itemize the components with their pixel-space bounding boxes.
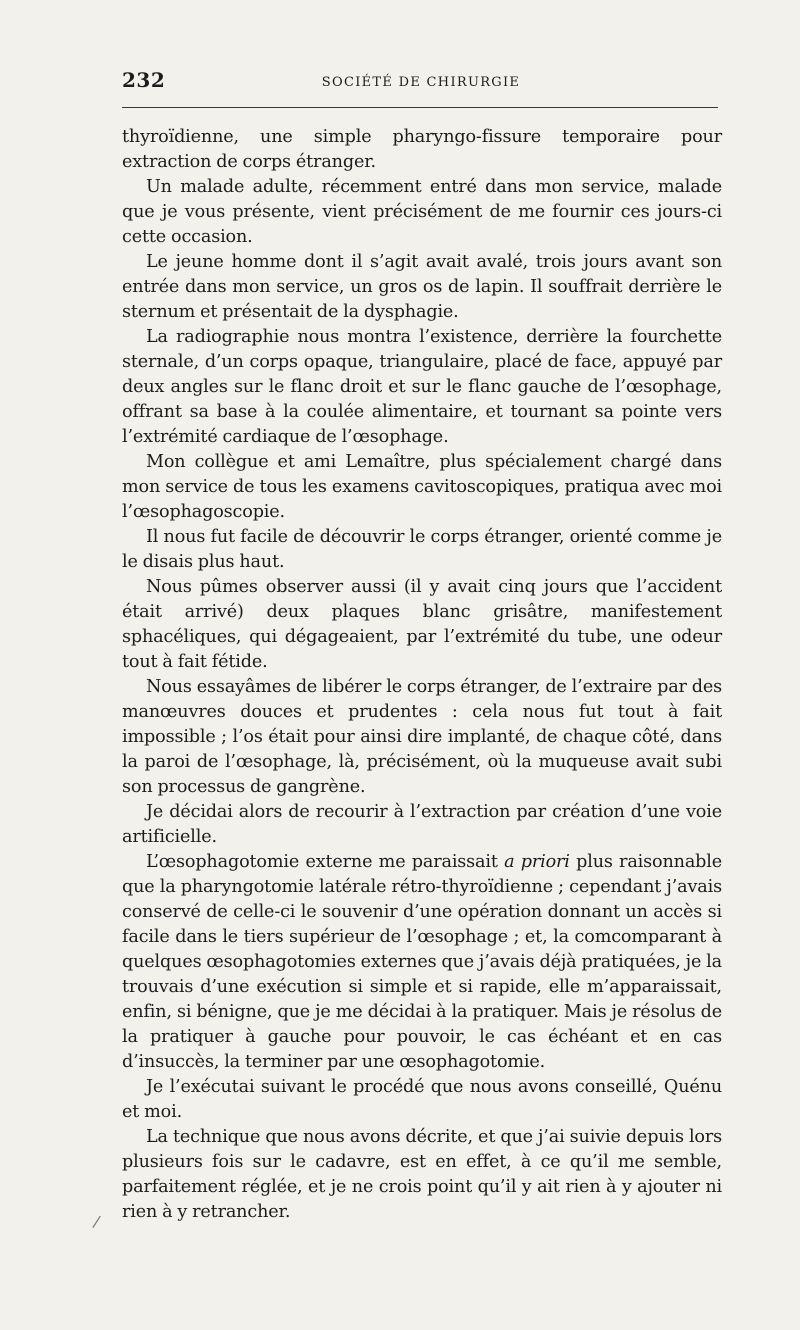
paragraph: Je l’exécutai suivant le procédé que nous avons conseillé, Quénu et moi. — [122, 1077, 722, 1122]
page-number: 232 — [122, 68, 166, 92]
paragraph: Un malade adulte, récemment entré dans mon service, malade que je vous présente, vient précisément de me fournir ces jours-ci cette occasion. — [122, 177, 722, 247]
paragraph: Je décidai alors de recourir à l’extraction par création d’une voie artificielle. — [122, 802, 722, 847]
paragraph: Nous pûmes observer aussi (il y avait cinq jours que l’accident était arrivé) deux plaques blanc grisâtre, manifestement sphacéliques, qui dégageaient, par l’extrémité du tube, une odeur tout à fait fétide. — [122, 577, 722, 672]
paragraph: Nous essayâmes de libérer le corps étranger, de l’extraire par des manœuvres douces et prudentes : cela nous fut tout à fait impossible ; l’os était pour ainsi dire implanté, de chaque côté, dans la paroi de l’œsophage, là, précisément, où la muqueuse avait subi son processus de gangrène. — [122, 677, 722, 797]
running-head — [122, 68, 720, 98]
paragraph-with-italic — [122, 850, 722, 1075]
running-title: SOCIÉTÉ DE CHIRURGIE — [321, 75, 521, 90]
paragraph: Le jeune homme dont il s’agit avait avalé, trois jours avant son entrée dans mon service, un gros os de lapin. Il souffrait derrière le sternum et présentait de la dysphagie. — [122, 252, 722, 322]
body-text — [122, 125, 722, 1225]
margin-pencil-mark: / — [91, 1211, 102, 1232]
paragraph: thyroïdienne, une simple pharyngo-fissure temporaire pour extraction de corps étranger. — [122, 127, 722, 172]
italic-phrase: a priori — [504, 852, 570, 872]
paragraph: Mon collègue et ami Lemaître, plus spécialement chargé dans mon service de tous les examens cavitoscopiques, pratiqua avec moi l’œsophagoscopie. — [122, 452, 722, 522]
header-rule — [122, 107, 718, 108]
text-run: L’œsophagotomie externe me paraissait — [146, 852, 505, 872]
paragraph: La radiographie nous montra l’existence, derrière la fourchette sternale, d’un corps opaque, triangulaire, placé de face, appuyé par deux angles sur le flanc droit et sur le flanc gauche de l’œsophage, offrant sa base à la coulée alimentaire, et tournant sa pointe vers l’extrémité cardiaque de l’œsophage. — [122, 327, 722, 447]
paragraph: Il nous fut facile de découvrir le corps étranger, orienté comme je le disais plus haut. — [122, 527, 722, 572]
paragraph: La technique que nous avons décrite, et que j’ai suivie depuis lors plusieurs fois sur le cadavre, est en effet, à ce qu’il me semble, parfaitement réglée, et je ne crois point qu’il y ait rien à y ajouter ni rien à y retrancher. — [122, 1127, 722, 1222]
text-run: plus raisonnable que la pharyngotomie latérale rétro-thyroïdienne ; cependant j’avais conservé de celle-ci le souvenir d’une opération donnant un accès si facile dans le tiers supérieur de l’œsophage ; et, la comcomparant à quelques œsophagotomies externes que j’avais déjà pratiquées, je la trouvais d’une exécution si simple et si rapide, elle m’apparaissait, enfin, si bénigne, que je me décidai à la pratiquer. Mais je résolus de la pratiquer à gauche pour pouvoir, le cas échéant et en cas d’insuccès, la terminer par une œsophagotomie. — [122, 852, 723, 1072]
